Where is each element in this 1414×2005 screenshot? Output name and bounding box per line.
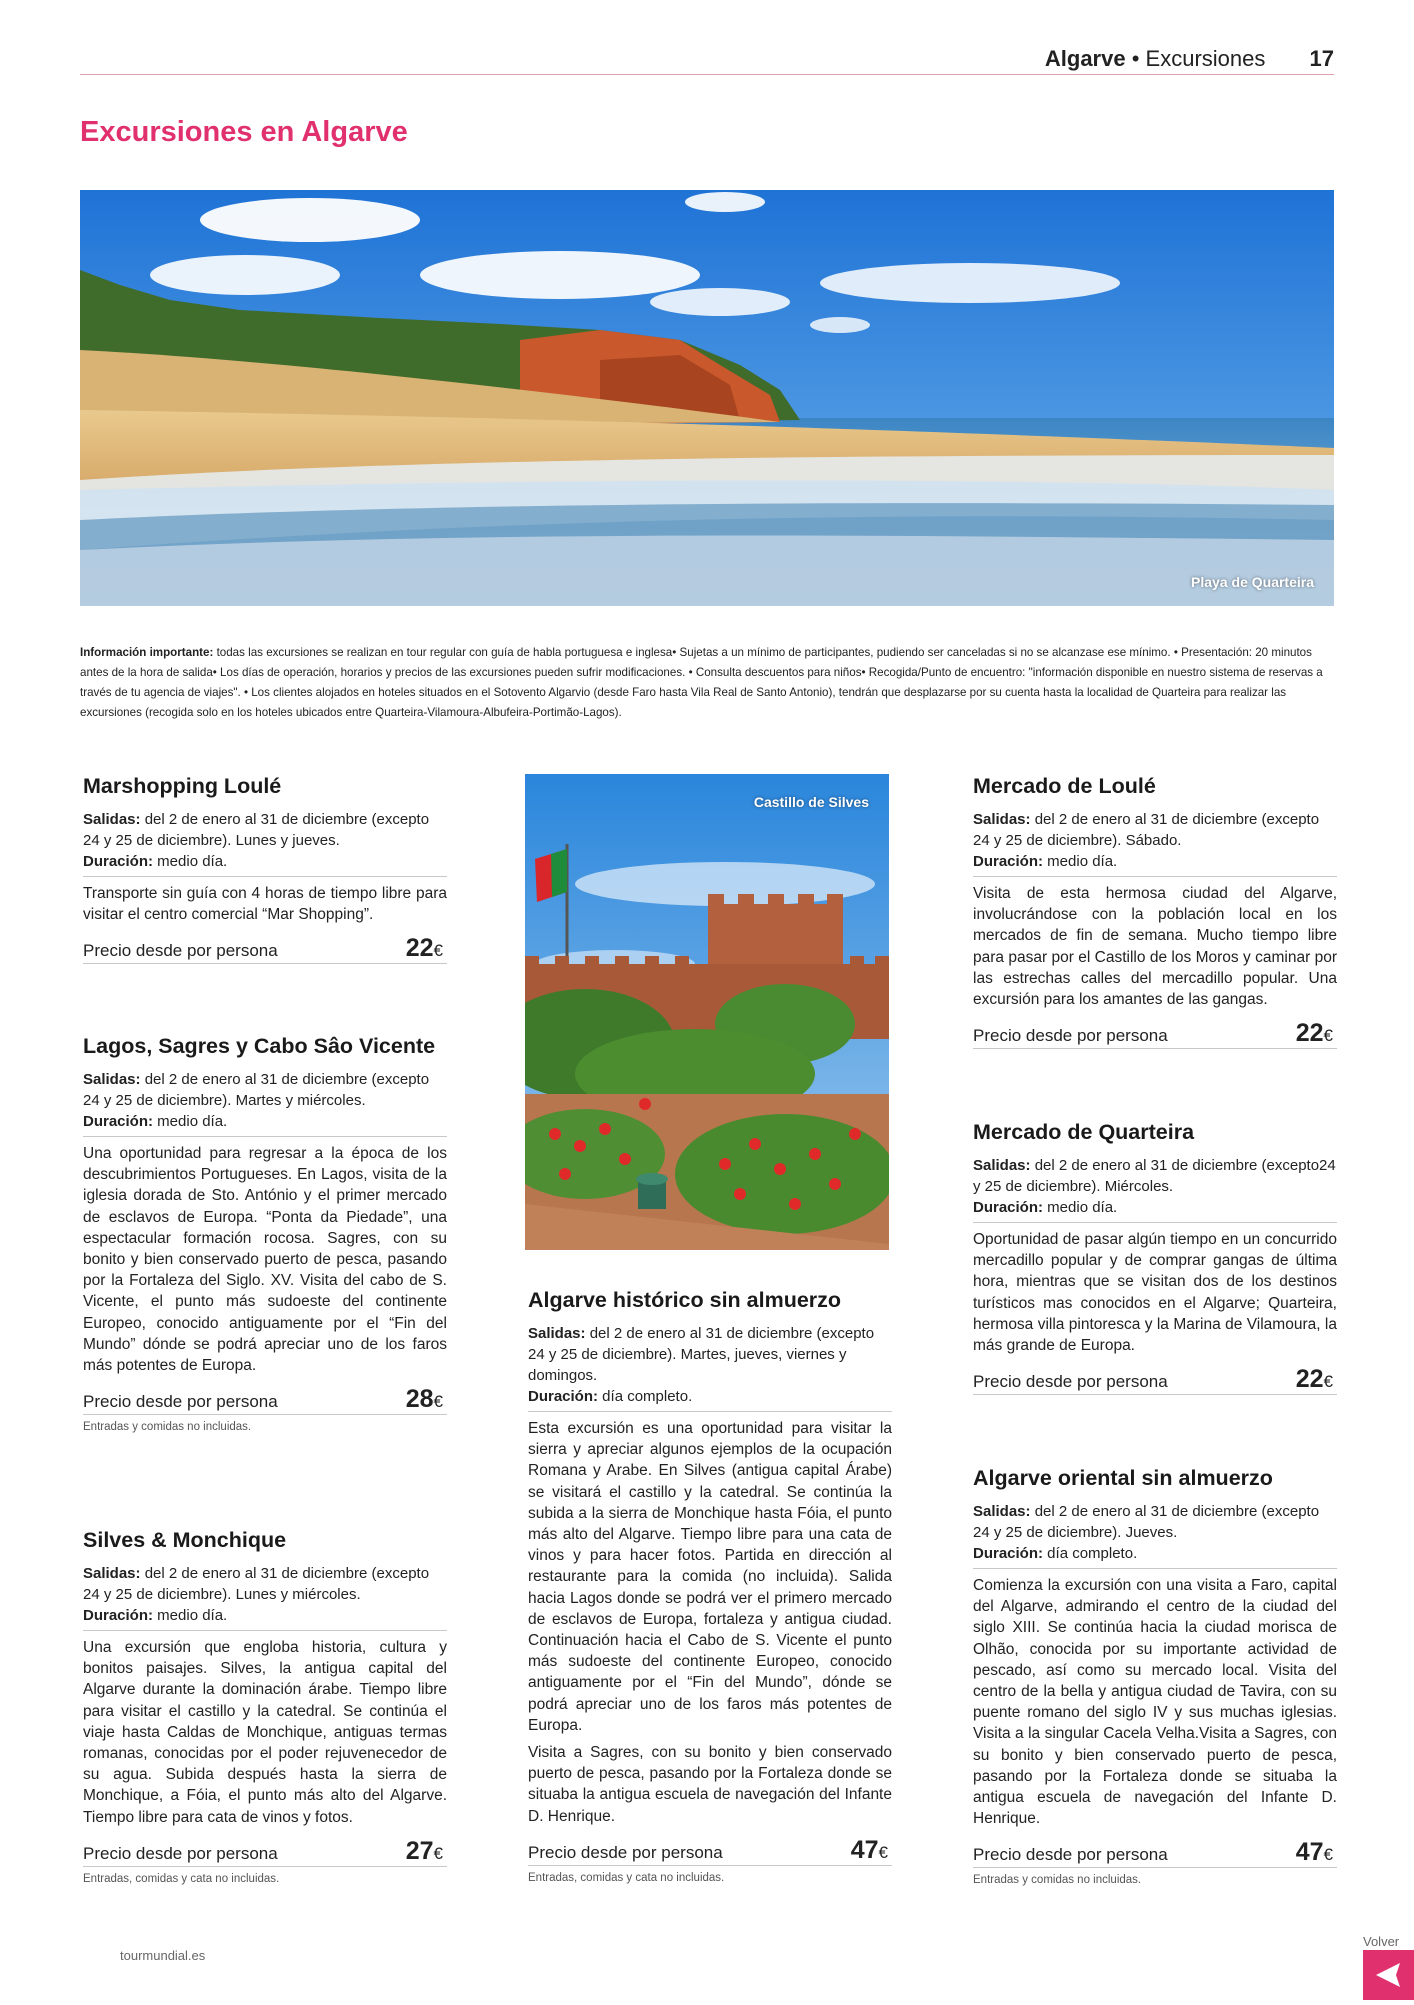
duracion-value: día completo.: [1043, 1545, 1138, 1562]
tour-card-silves: [83, 1528, 447, 1885]
description-paragraph-1: Esta excursión es una oportunidad para visitar la sierra y apreciar algunos ejemplos de la ocupación Romana y Arabe. En Silves (antigua capital Árabe) se visitará el castillo y la catedral. Se continúa la subida a la sierra de Monchique hasta Fóia, el punto más alto del Algarve. Tiempo libre para una cata de vinos y para hacer fotos. Partida en dirección al restaurante para la comida (no incluida). Salida hacia Lagos donde se podrá ver el primero mercado de esclavos de Europa, fortaleza y antigua ciudad. Continuación hacia el Cabo de S. Vicente el punto más sudoeste del continente Europeo, conocido antiguamente por el “Fin del Mundo”, dónde se podrá apreciar uno de los faros más potentes de Europa.: [528, 1420, 892, 1734]
tour-card-mercado-quarteira: [973, 1120, 1337, 1395]
tour-meta: [83, 1069, 447, 1137]
tour-price-row: [973, 1362, 1337, 1395]
currency: €: [1323, 1372, 1333, 1392]
tour-price-row: [83, 931, 447, 964]
salidas-label: Salidas:: [83, 1071, 141, 1088]
tour-title: Mercado de Quarteira: [973, 1120, 1195, 1144]
tour-note: Entradas y comidas no incluidas.: [973, 1874, 1142, 1887]
info-label: Información importante:: [80, 646, 214, 659]
salidas-value: del 2 de enero al 31 de diciembre (excepto 24 y 25 de diciembre). Martes, jueves, viernes y domingos.: [528, 1325, 875, 1384]
duracion-value: medio día.: [153, 853, 228, 870]
price-label: Precio desde por persona: [83, 1392, 278, 1412]
header-section: Excursiones: [1145, 46, 1266, 71]
tour-note: Entradas, comidas y cata no incluidas.: [528, 1871, 725, 1884]
currency: €: [433, 1843, 443, 1863]
price-amount: [406, 1385, 443, 1414]
tour-note: Entradas y comidas no incluidas.: [83, 1421, 252, 1434]
footer-site[interactable]: tourmundial.es: [120, 1948, 206, 1963]
page-title: Excursiones en Algarve: [80, 116, 408, 148]
tour-title: Silves & Monchique: [83, 1528, 287, 1552]
tour-card-oriental: [973, 1466, 1337, 1886]
salidas-value: del 2 de enero al 31 de diciembre (excepto 24 y 25 de diciembre). Lunes y miércoles.: [83, 1565, 430, 1603]
salidas-value: del 2 de enero al 31 de diciembre (excepto 24 y 25 de diciembre). Jueves.: [973, 1503, 1320, 1541]
tour-meta: [528, 1323, 892, 1412]
tour-price-row: [83, 1382, 447, 1415]
price-value: 47: [1295, 1838, 1324, 1867]
duracion-value: medio día.: [153, 1607, 228, 1624]
tour-price-row: [83, 1834, 447, 1867]
price-label: Precio desde por persona: [973, 1845, 1168, 1865]
salidas-value: del 2 de enero al 31 de diciembre (excepto 24 y 25 de diciembre). Lunes y jueves.: [83, 811, 430, 849]
salidas-label: Salidas:: [973, 811, 1031, 828]
price-amount: [1296, 1365, 1333, 1394]
tour-title: Mercado de Loulé: [973, 774, 1156, 798]
salidas-label: Salidas:: [973, 1503, 1031, 1520]
price-value: 47: [850, 1835, 879, 1864]
duracion-label: Duración:: [973, 1199, 1044, 1216]
tour-description: Oportunidad de pasar algún tiempo en un concurrido mercadillo popular y de comprar gangas de última hora, mientras que se visitan dos de los destinos turísticos mas conocidos en el Algarve; Quarteira, hermosa villa pintoresca y la Marina de Vilamoura, la más grande de Europa.: [973, 1231, 1337, 1355]
duracion-value: medio día.: [153, 1113, 228, 1130]
tour-description: [528, 1418, 892, 1827]
salidas-label: Salidas:: [83, 1565, 141, 1582]
price-value: 28: [405, 1385, 434, 1414]
duracion-value: medio día.: [1043, 853, 1118, 870]
header-right: [1045, 46, 1334, 72]
tour-price-row: [973, 1016, 1337, 1049]
tour-description: Una excursión que engloba historia, cultura y bonitos paisajes. Silves, la antigua capital del Algarve durante la dominación árabe. Tiempo libre para visitar el castillo y la catedral. Se continúa el viaje hasta Caldas de Monchique, antiguas termas romanas, conocidas por el poder rejuvenecedor de su agua. Subida después hasta la sierra de Monchique, a Fóia, el punto más alto del Algarve. Tiempo libre para cata de vinos y fotos.: [83, 1639, 447, 1826]
currency: €: [433, 1392, 443, 1412]
duracion-label: Duración:: [83, 853, 154, 870]
salidas-label: Salidas:: [973, 1157, 1031, 1174]
tour-card-mercado-loule: [973, 774, 1337, 1049]
price-value: 27: [405, 1836, 434, 1865]
tour-description: Comienza la excursión con una visita a Faro, capital del Algarve, admirando el centro de la ciudad del siglo XIII. Se continúa hacia la ciudad morisca de Olhão, conocida por su importante actividad de pescado, así como su mercado local. Visita del centro de la bella y antigua ciudad de Tavira, con su puente romano del siglo IV y sus muchas iglesias. Visita a la singular Cacela Velha.Visita a Sagres, con su bonito y bien conservado puerto de pesca, pasando por la Fortaleza donde se situaba la antigua escuela de navegación del Infante D. Henrique.: [973, 1577, 1337, 1828]
back-arrow-icon: [1363, 1950, 1414, 2000]
price-label: Precio desde por persona: [83, 1843, 278, 1863]
tour-title: Algarve oriental sin almuerzo: [973, 1466, 1273, 1490]
tour-meta: [83, 1563, 447, 1631]
page-header: [80, 44, 1334, 75]
price-value: 22: [405, 934, 434, 963]
description-paragraph-2: Visita a Sagres, con su bonito y bien conservado puerto de pesca, pasando por la Fortaleza donde se situaba la antigua escuela de navegación del Infante D. Henrique.: [528, 1744, 892, 1825]
salidas-value: del 2 de enero al 31 de diciembre (excepto 24 y 25 de diciembre). Martes y miércoles.: [83, 1071, 430, 1109]
tour-title: Algarve histórico sin almuerzo: [528, 1288, 842, 1312]
currency: €: [878, 1842, 888, 1862]
duracion-label: Duración:: [973, 853, 1044, 870]
tour-meta: [973, 1501, 1337, 1569]
tour-description: Visita de esta hermosa ciudad del Algarve, involucrándose con la población local en los mercados de fin de semana. Mucho tiempo libre para pasar por el Castillo de los Moros y caminar por las estrechas calles del mercadillo popular. Una excursión para los amantes de las gangas.: [973, 885, 1337, 1009]
duracion-label: Duración:: [83, 1113, 154, 1130]
tour-meta: [83, 809, 447, 877]
hero-beach-image: [80, 190, 1334, 606]
tour-card-marshopping: [83, 774, 447, 964]
important-info: [80, 643, 1334, 723]
tour-title: Marshopping Loulé: [83, 774, 282, 798]
price-value: 22: [1295, 1019, 1324, 1048]
duracion-label: Duración:: [83, 1607, 154, 1624]
price-label: Precio desde por persona: [83, 941, 278, 961]
tour-title: Lagos, Sagres y Cabo Sâo Vicente: [83, 1034, 436, 1058]
price-amount: [406, 1837, 443, 1866]
currency: €: [1323, 1026, 1333, 1046]
tour-description: Transporte sin guía con 4 horas de tiempo libre para visitar el centro comercial “Mar Shopping”.: [83, 885, 447, 924]
duracion-value: medio día.: [1043, 1199, 1118, 1216]
tour-price-row: [973, 1835, 1337, 1868]
tour-meta: [973, 809, 1337, 877]
header-region: Algarve: [1044, 46, 1126, 71]
info-text: todas las excursiones se realizan en tour regular con guía de habla portuguesa e inglesa• Sujetas a un mínimo de participantes, pudiendo ser canceladas si no se alcanzase ese mínimo. • Presentación: 20 minutos antes de la hora de salida• Los días de operación, horarios y precios de las excursiones pueden sufrir modificaciones. • Consulta descuentos para niños• Recogida/Punto de encuentro: "información disponible en nuestro sistema de reservas a través de tu agencia de viajes". • Los clientes alojados en hoteles situados en el Sotovento Algarvio (desde Faro hasta Vila Real de Santo Antonio), tendrán que desplazarse por su cuenta hasta la localidad de Quarteira para realizar las excursiones (recogida solo en los hoteles ubicados entre Quarteira-Vilamoura-Albufeira-Portimão-Lagos).: [80, 646, 1323, 719]
hero-caption: Playa de Quarteira: [1191, 574, 1314, 590]
tour-price-row: [528, 1833, 892, 1866]
page-number: 17: [1309, 46, 1334, 71]
price-label: Precio desde por persona: [973, 1026, 1168, 1046]
price-value: 22: [1295, 1365, 1324, 1394]
back-label[interactable]: Volver: [1363, 1934, 1400, 1949]
currency: €: [433, 941, 443, 961]
price-amount: [1296, 1019, 1333, 1048]
price-amount: [851, 1836, 888, 1865]
price-label: Precio desde por persona: [973, 1372, 1168, 1392]
castle-image: [525, 774, 889, 1250]
price-amount: [406, 934, 443, 963]
duracion-label: Duración:: [973, 1545, 1044, 1562]
tour-meta: [973, 1155, 1337, 1223]
salidas-value: del 2 de enero al 31 de diciembre (excepto24 y 25 de diciembre). Miércoles.: [973, 1157, 1336, 1195]
tour-card-historico: [528, 1288, 892, 1884]
tour-note: Entradas, comidas y cata no incluidas.: [83, 1872, 280, 1885]
header-bullet: •: [1131, 46, 1140, 71]
tour-description: Una oportunidad para regresar a la época de los descubrimientos Portugueses. En Lagos, visita de la iglesia dorada de Sto. António y el primer mercado de esclavos de Europa. “Ponta da Piedade”, una espectacular formación rocosa. Sagres, con su bonito y bien conservado puerto de pesca, pasando por la Fortaleza del Siglo. XV. Visita del cabo de S. Vicente, el punto más sudoeste del continente Europeo, conocido antiguamente por el “Fin del Mundo” dónde se podrá apreciar uno de los faros más potentes de Europa.: [83, 1145, 447, 1375]
tour-card-lagos: [83, 1034, 447, 1433]
castle-caption: Castillo de Silves: [753, 794, 869, 810]
salidas-label: Salidas:: [83, 811, 141, 828]
back-button[interactable]: [1363, 1950, 1414, 2000]
salidas-label: Salidas:: [528, 1325, 586, 1342]
duracion-label: Duración:: [528, 1388, 599, 1405]
duracion-value: día completo.: [598, 1388, 693, 1405]
price-amount: [1296, 1838, 1333, 1867]
salidas-value: del 2 de enero al 31 de diciembre (excepto 24 y 25 de diciembre). Sábado.: [973, 811, 1320, 849]
price-label: Precio desde por persona: [528, 1842, 723, 1862]
currency: €: [1323, 1845, 1333, 1865]
